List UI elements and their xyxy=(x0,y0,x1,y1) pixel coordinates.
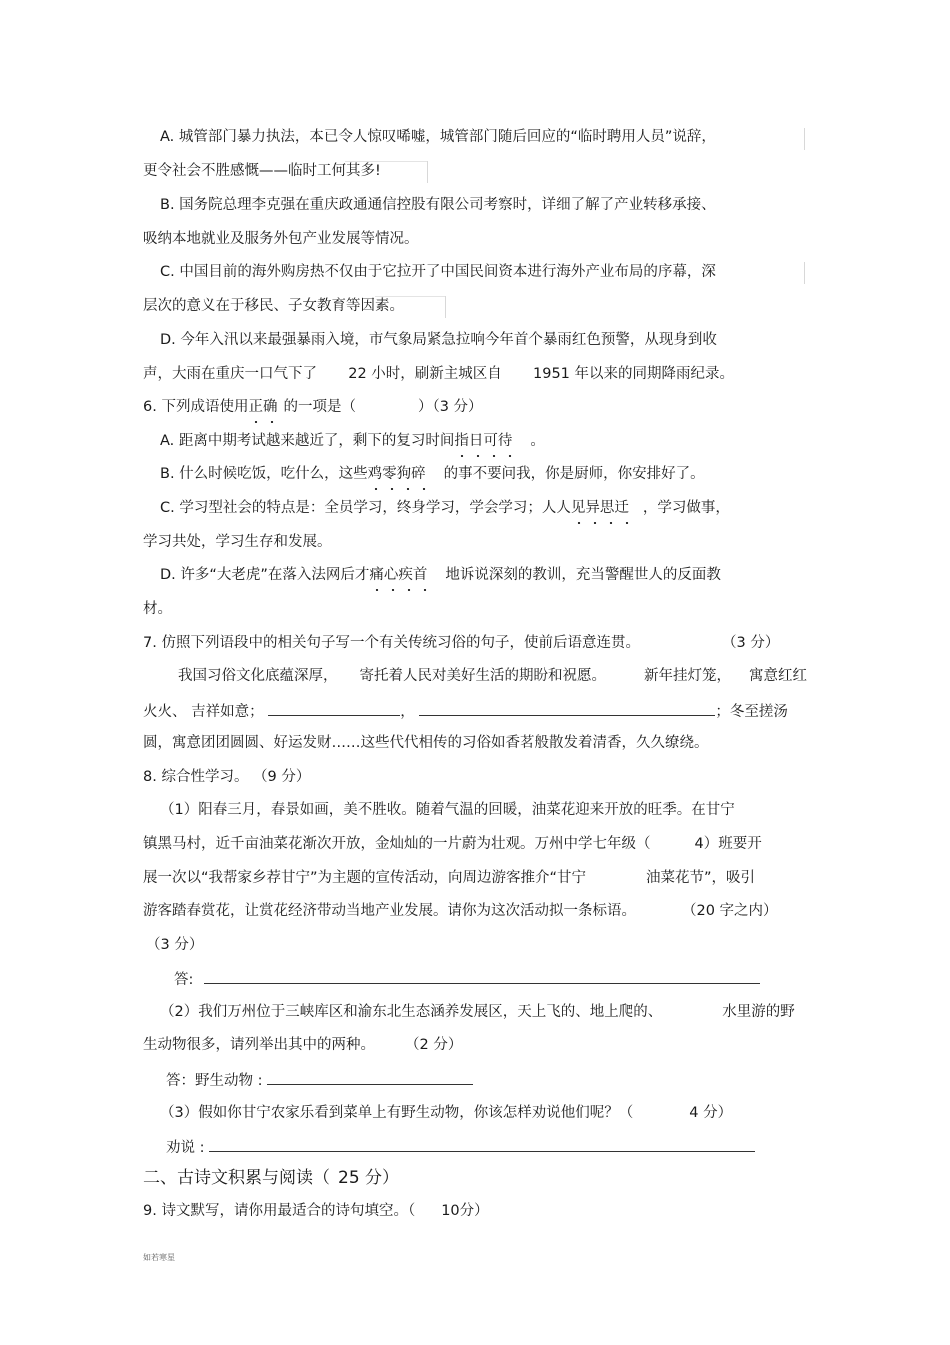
q8-s3-answer xyxy=(166,1136,755,1158)
q8-s2-line1 xyxy=(160,1002,795,1022)
q5-option-d-line1: D. 今年入汛以来最强暴雨入境，市气象局紧急拉响今年首个暴雨红色预警，从现身到收 xyxy=(160,332,717,348)
q6-a-text: A. 距离中期考试越来越近了，剩下的复习时间 xyxy=(160,433,455,449)
q8-s1-line4b: （20 字之内） xyxy=(682,903,778,919)
q8-s1-line1: （1）阳春三月，春景如画，美不胜收。随着气温的回暖，油菜花迎来开放的旺季。在甘宁 xyxy=(160,802,735,818)
q8-s3-line1a: （3）假如你甘宁农家乐看到菜单上有野生动物，你该怎样劝说他们呢？（ xyxy=(160,1105,634,1121)
q6-option-c xyxy=(160,498,730,518)
q7-p1b: 寄托着人民对美好生活的期盼和祝愿。 xyxy=(359,668,606,684)
q8-s1-line3a: 展一次以“我帮家乡荐甘宁”为主题的宣传活动，向周边游客推介“甘宁 xyxy=(143,870,587,886)
q7-passage-line3: 圆，寓意团团圆圆、好运发财……这些代代相传的习俗如香茗般散发着清香，久久缭绕。 xyxy=(143,735,709,751)
q9-score: 10分） xyxy=(441,1203,489,1219)
q6-c-idiom: 见异思迁 xyxy=(570,500,629,516)
q6-emphasis: 正确 xyxy=(248,399,278,415)
q8-s1-line3b: 油菜花节”，吸引 xyxy=(646,870,756,886)
q7-score: （3 分） xyxy=(722,635,780,651)
section-2-score: 25 分） xyxy=(338,1168,400,1188)
scan-mark xyxy=(804,128,805,150)
q6-b-idiom: 鸡零狗碎 xyxy=(367,466,426,482)
q6-d-end: 地诉说深刻的教训，充当警醒世人的反面教 xyxy=(445,567,721,583)
q5-option-c-line2: 层次的意义在于移民、子女教育等因素。 xyxy=(143,298,404,314)
q6-option-d xyxy=(160,565,721,585)
scan-mark xyxy=(427,161,428,183)
q9-text: 9. 诗文默写，请你用最适合的诗句填空。（ xyxy=(143,1203,416,1219)
q7-blank-1[interactable] xyxy=(268,700,400,716)
q7-passage-line2 xyxy=(143,700,788,722)
q9-stem xyxy=(143,1201,489,1221)
q8-s2-answer xyxy=(166,1069,473,1091)
q6-option-a xyxy=(160,431,545,451)
q6-option-d-line2: 材。 xyxy=(143,601,172,617)
q8-s1-line2b: 4）班要开 xyxy=(694,836,762,852)
q5-option-d-line2 xyxy=(143,364,734,384)
q8-s2-line2a: 生动物很多，请列举出其中的两种。 xyxy=(143,1037,375,1053)
q5-d-text-c: 1951 年以来的同期降雨纪录。 xyxy=(533,366,735,382)
q6-stem-text-b: 的一项是（ xyxy=(283,399,356,415)
q6-score: ）（3 分） xyxy=(417,399,483,415)
q5-d-text-b: 22 小时，刷新主城区自 xyxy=(348,366,502,382)
q5-d-text-a: 声，大雨在重庆一口气下了 xyxy=(143,366,317,382)
q6-option-c-line2: 学习共处，学习生存和发展。 xyxy=(143,534,332,550)
q7-p1d: 寓意红红 xyxy=(749,668,807,684)
q8-s2-line1a: （2）我们万州位于三峡库区和渝东北生态涵养发展区，天上飞的、地上爬的、 xyxy=(160,1004,663,1020)
q5-option-a-line2: 更令社会不胜感慨——临时工何其多! xyxy=(143,163,381,179)
q6-d-text: D. 许多“大老虎”在落入法网后才 xyxy=(160,567,370,583)
q8-s2-line1b: 水里游的野 xyxy=(722,1004,795,1020)
q7-p2b: ， xyxy=(400,704,415,720)
q7-p1c: 新年挂灯笼， xyxy=(644,668,731,684)
q6-option-b xyxy=(160,464,705,484)
q5-option-a-line1: A. 城管部门暴力执法，本已令人惊叹唏嘘，城管部门随后回应的“临时聘用人员”说辞， xyxy=(160,129,716,145)
q8-s1-answer xyxy=(174,968,760,990)
q8-s1-line4 xyxy=(143,901,778,921)
page-footer: 如若寒星 xyxy=(143,1253,175,1262)
q8-s1-line2a: 镇黑马村，近千亩油菜花渐次开放，金灿灿的一片蔚为壮观。万州中学七年级（ xyxy=(143,836,651,852)
q8-s1-line4a: 游客踏春赏花，让赏花经济带动当地产业发展。请你为这次活动拟一条标语。 xyxy=(143,903,636,919)
scan-mark xyxy=(804,262,805,284)
q8-s3-line1b: 4 分） xyxy=(689,1105,733,1121)
q7-p2c: ；冬至搓汤 xyxy=(715,704,788,720)
q7-p1: 我国习俗文化底蕴深厚， xyxy=(178,668,338,684)
q8-s2-line2 xyxy=(143,1035,462,1055)
q8-s2-line2b: （2 分） xyxy=(405,1037,463,1053)
q6-c-text: C. 学习型社会的特点是：全员学习，终身学习，学会学习；人人 xyxy=(160,500,571,516)
q5-option-b-line2: 吸纳本地就业及服务外包产业发展等情况。 xyxy=(143,231,419,247)
q5-option-b-line1: B. 国务院总理李克强在重庆政通通信控股有限公司考察时，详细了解了产业转移承接、 xyxy=(160,197,716,213)
q8-s2-answer-blank[interactable] xyxy=(267,1069,473,1085)
q8-s3-line1 xyxy=(160,1103,732,1123)
q6-stem xyxy=(143,397,483,417)
section-2-heading xyxy=(143,1167,399,1189)
q7-stem: 7. 仿照下列语段中的相关句子写一个有关传统习俗的句子，使前后语意连贯。 xyxy=(143,635,640,651)
q6-d-idiom: 痛心疾首 xyxy=(369,567,428,583)
q6-a-idiom: 指日可待 xyxy=(454,433,513,449)
scan-mark xyxy=(445,296,446,318)
q8-stem: 8. 综合性学习。 （9 分） xyxy=(143,769,311,785)
q8-s1-answer-blank[interactable] xyxy=(204,968,760,984)
q8-s1-line3 xyxy=(143,868,755,888)
q6-a-end: 。 xyxy=(530,433,545,449)
q8-s3-answer-label: 劝说 : xyxy=(166,1140,205,1156)
q5-option-c-line1: C. 中国目前的海外购房热不仅由于它拉开了中国民间资本进行海外产业布局的序幕，深 xyxy=(160,264,716,280)
q8-s1-score: （3 分） xyxy=(146,937,204,953)
section-2-title: 二、古诗文积累与阅读（ xyxy=(143,1168,330,1188)
q7-blank-2[interactable] xyxy=(419,700,715,716)
q6-b-text: B. 什么时候吃饭，吃什么，这些 xyxy=(160,466,368,482)
q8-s2-answer-label: 答：野生动物 : xyxy=(166,1073,263,1089)
q8-s1-answer-label: 答: xyxy=(174,972,194,988)
q7-passage-line1 xyxy=(178,666,807,686)
q8-s3-answer-blank[interactable] xyxy=(209,1136,755,1152)
q8-s1-line2 xyxy=(143,834,762,854)
q6-c-end: ，学习做事， xyxy=(642,500,730,516)
q7-p2a: 火火、 吉祥如意； xyxy=(143,704,264,720)
q6-b-end: 的事不要问我，你是厨师，你安排好了。 xyxy=(443,466,705,482)
q6-stem-text: 6. 下列成语使用 xyxy=(143,399,249,415)
